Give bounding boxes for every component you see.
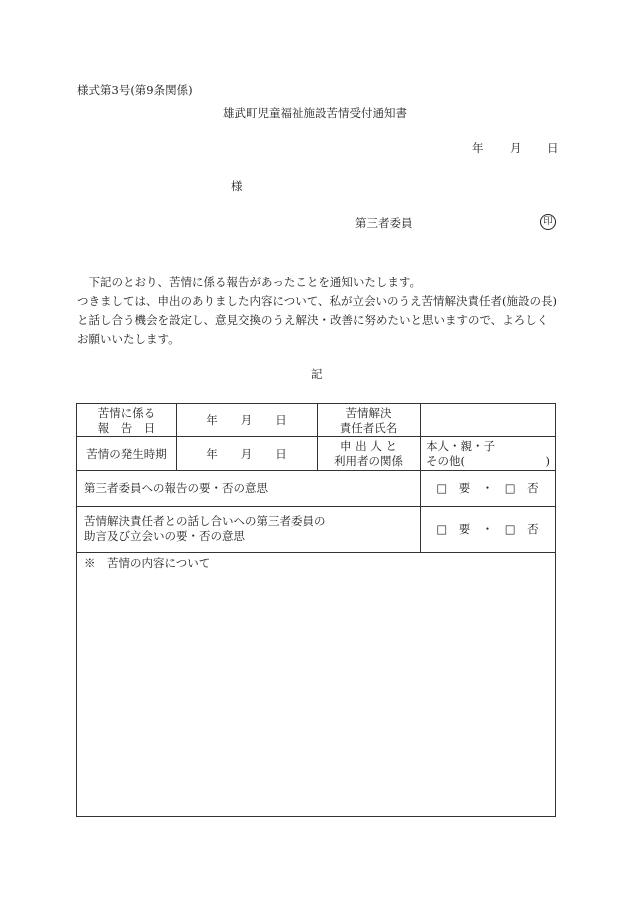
occurrence-label: 苦情の発生時期 (86, 447, 167, 461)
report-need-label: 第三者委員への報告の要・否の意思 (84, 481, 268, 495)
relation-value (426, 439, 554, 469)
body-line-1: 下記のとおり、苦情に係る報告があったことを通知いたします。 (88, 275, 421, 289)
relation-other: その他( ) (426, 454, 550, 468)
content-field[interactable] (84, 576, 548, 812)
relation-options: 本人・親・子 (426, 439, 495, 453)
date-day: 日 (547, 141, 559, 155)
document-title: 雄武町児童福祉施設苦情受付通知書 (223, 106, 407, 120)
occurrence-value: 年 月 日 (206, 447, 287, 461)
report-date-label (77, 406, 176, 436)
responsible-name-field[interactable] (421, 413, 554, 431)
issue-date (472, 143, 559, 155)
date-month: 月 (510, 141, 522, 155)
responsible-label-line-2: 責任者氏名 (339, 421, 398, 435)
report-date-label-line-1: 苦情に係る (97, 406, 156, 420)
advice-label (84, 514, 326, 544)
row-divider-2 (77, 470, 555, 471)
content-label: ※ 苦情の内容について (84, 556, 211, 570)
report-need-choice[interactable]: □ 要 ・ □ 否 (436, 481, 539, 495)
advice-label-line-2: 助言及び立会いの要・否の意思 (84, 529, 245, 543)
relation-label-line-2: 利用者の関係 (334, 454, 403, 468)
responsible-label-line-1: 苦情解決 (345, 406, 392, 420)
report-date-label-line-2: 報 告 日 (97, 421, 156, 435)
row-divider-4 (77, 552, 555, 553)
body-text (77, 273, 557, 349)
row-divider-1 (77, 436, 555, 437)
date-year: 年 (472, 141, 484, 155)
row-divider-3 (77, 506, 555, 507)
complaint-table (76, 403, 556, 817)
relation-label-line-1: 申 出 人 と (340, 439, 397, 453)
committee-label: 第三者委員 (355, 216, 413, 230)
relation-label (317, 439, 420, 469)
advice-label-line-1: 苦情解決責任者との話し合いへの第三者委員の (84, 514, 326, 528)
body-line-2: つきましては、申出のありました内容について、私が立会いのうえ苦情解決責任者(施設の長)と話し合う機会を設定し、意見交換のうえ解決・改善に努めたいと思いますので、よろしくお願いいたします。 (77, 294, 558, 346)
report-date-value: 年 月 日 (206, 413, 287, 427)
seal-mark: 印 (540, 214, 556, 230)
addressee-suffix: 様 (231, 179, 243, 193)
form-number: 様式第3号(第9条関係) (77, 83, 193, 97)
ki-heading: 記 (311, 367, 323, 381)
advice-choice[interactable]: □ 要 ・ □ 否 (436, 522, 539, 536)
responsible-label (317, 406, 420, 436)
